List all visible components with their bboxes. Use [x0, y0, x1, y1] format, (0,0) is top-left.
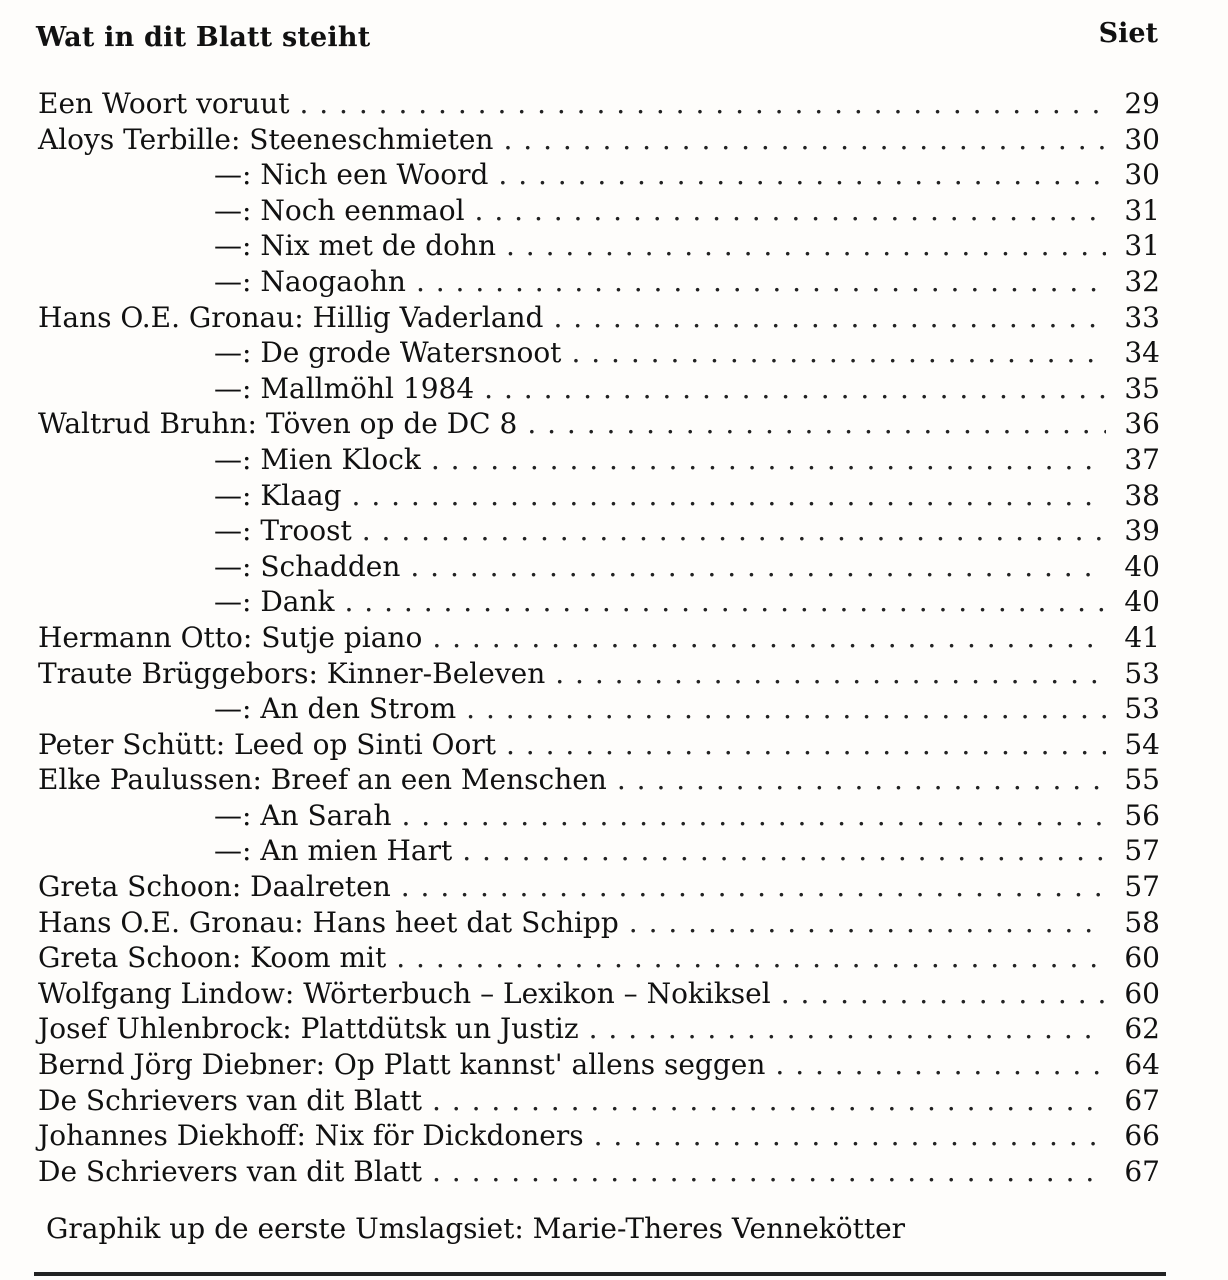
- toc-entry-title: Greta Schoon: Daalreten: [38, 870, 391, 904]
- page-column-label: Siet: [1098, 18, 1158, 49]
- toc-entry: [38, 656, 1160, 692]
- toc-entry: [38, 727, 1160, 763]
- toc-entry: [38, 1083, 1160, 1119]
- toc-entry-title: —: Naogaohn: [214, 264, 406, 298]
- toc-entry-page: 40: [1124, 585, 1160, 619]
- toc-entry-title: —: An Sarah: [214, 798, 392, 832]
- toc-entry: [38, 940, 1160, 976]
- toc-entry: [38, 584, 1160, 620]
- toc-entry-page: 37: [1124, 442, 1160, 476]
- toc-entry-page: 41: [1124, 620, 1160, 654]
- toc-entry-page: 35: [1124, 371, 1160, 405]
- toc-entry-page: 30: [1124, 122, 1160, 156]
- toc-entry-title: Een Woort voruut: [38, 87, 290, 120]
- dot-leader: [503, 122, 1106, 158]
- toc-entry-title: Hermann Otto: Sutje piano: [38, 620, 423, 654]
- toc-entry-title: —: Nich een Woord: [214, 158, 489, 192]
- toc-entry-page: 62: [1124, 1012, 1160, 1046]
- toc-entry-page: 36: [1124, 407, 1160, 441]
- toc-entry-page: 34: [1124, 336, 1160, 370]
- toc-entry-title: —: De grode Watersnoot: [214, 336, 562, 370]
- toc-entry-title: —: Dank: [214, 585, 335, 619]
- toc-entry-title: —: Schadden: [214, 549, 401, 583]
- toc-entry: [38, 442, 1160, 478]
- toc-entry-page: 66: [1124, 1119, 1160, 1153]
- toc-entry-page: 29: [1124, 87, 1160, 120]
- dot-leader: [775, 1047, 1106, 1083]
- toc-entry: [38, 869, 1160, 905]
- toc-entry: [38, 86, 1160, 122]
- dot-leader: [617, 762, 1106, 798]
- dot-leader: [594, 1118, 1106, 1154]
- dot-leader: [589, 1011, 1106, 1047]
- toc-entry-title: Aloys Terbille: Steeneschmieten: [38, 122, 494, 156]
- toc-entry-title: —: An den Strom: [214, 692, 457, 726]
- dot-leader: [362, 513, 1106, 549]
- bottom-rule: [34, 1272, 1166, 1276]
- toc-entry: [38, 1118, 1160, 1154]
- dot-leader: [344, 584, 1106, 620]
- dot-leader: [401, 869, 1106, 905]
- toc-entry: [38, 157, 1160, 193]
- dot-leader: [466, 691, 1106, 727]
- page-title: Wat in dit Blatt steiht: [36, 22, 371, 53]
- dot-leader: [416, 264, 1106, 300]
- toc-entry: [38, 620, 1160, 656]
- toc-entry: [38, 193, 1160, 229]
- toc-entry-page: 56: [1124, 798, 1160, 832]
- cover-credit: Graphik up de eerste Umslagsiet: Marie-Theres Vennekötter: [46, 1212, 906, 1245]
- toc-entry-page: 57: [1124, 870, 1160, 904]
- dot-leader: [431, 442, 1106, 478]
- toc-entry-title: Traute Brüggebors: Kinner-Beleven: [38, 656, 546, 690]
- toc-entry: [38, 228, 1160, 264]
- dot-leader: [506, 727, 1106, 763]
- toc-entry-title: Peter Schütt: Leed op Sinti Oort: [38, 727, 496, 761]
- dot-leader: [410, 549, 1106, 585]
- toc-entry: [38, 1047, 1160, 1083]
- toc-entry-page: 55: [1124, 763, 1160, 797]
- dot-leader: [352, 478, 1106, 514]
- dot-leader: [475, 193, 1106, 229]
- toc-entry-title: Josef Uhlenbrock: Plattdütsk un Justiz: [38, 1012, 579, 1046]
- toc-entry-title: —: Noch eenmaol: [214, 193, 465, 227]
- toc-entry-page: 31: [1124, 193, 1160, 227]
- toc-entry-page: 60: [1124, 976, 1160, 1010]
- toc-entry-title: Greta Schoon: Koom mit: [38, 941, 387, 975]
- toc-entry-page: 67: [1124, 1083, 1160, 1117]
- toc-entry-page: 40: [1124, 549, 1160, 583]
- toc-entry-page: 39: [1124, 514, 1160, 548]
- dot-leader: [629, 905, 1106, 941]
- dot-leader: [553, 300, 1106, 336]
- dot-leader: [781, 976, 1106, 1012]
- dot-leader: [462, 833, 1106, 869]
- toc-entry-page: 30: [1124, 158, 1160, 192]
- toc-entry-title: Hans O.E. Gronau: Hans heet dat Schipp: [38, 905, 619, 939]
- toc-entry-page: 57: [1124, 834, 1160, 868]
- toc-entry-title: Johannes Diekhoff: Nix för Dickdoners: [38, 1119, 584, 1153]
- dot-leader: [527, 406, 1106, 442]
- toc-entry-page: 53: [1124, 692, 1160, 726]
- toc-entry: [38, 905, 1160, 941]
- toc-entry-page: 53: [1124, 656, 1160, 690]
- toc-entry-page: 60: [1124, 941, 1160, 975]
- toc-entry-title: —: Nix met de dohn: [214, 229, 496, 263]
- toc-entry-title: Elke Paulussen: Breef an een Menschen: [38, 763, 607, 797]
- toc-entry-title: Hans O.E. Gronau: Hillig Vaderland: [38, 300, 544, 334]
- page-header: [36, 18, 1158, 62]
- toc-entry-page: 54: [1124, 727, 1160, 761]
- toc-entry-title: Bernd Jörg Diebner: Op Platt kannst' allens seggen: [38, 1048, 766, 1082]
- toc-entry: [38, 976, 1160, 1012]
- toc-entry-page: 32: [1124, 264, 1160, 298]
- toc-entry: [38, 1011, 1160, 1047]
- dot-leader: [555, 656, 1106, 692]
- toc-entry-page: 33: [1124, 300, 1160, 334]
- toc-entry: [38, 406, 1160, 442]
- toc-entry: [38, 264, 1160, 300]
- toc-entry-page: 31: [1124, 229, 1160, 263]
- toc-entry-page: 67: [1124, 1154, 1160, 1188]
- toc-entry: [38, 833, 1160, 869]
- dot-leader: [432, 620, 1106, 656]
- toc-entry: [38, 1154, 1160, 1190]
- toc-entry: [38, 335, 1160, 371]
- table-of-contents: [38, 86, 1160, 1189]
- dot-leader: [432, 1154, 1106, 1190]
- dot-leader: [506, 228, 1106, 264]
- toc-entry: [38, 371, 1160, 407]
- toc-entry-title: De Schrievers van dit Blatt: [38, 1154, 422, 1188]
- toc-entry-title: Wolfgang Lindow: Wörterbuch – Lexikon – Nokiksel: [38, 976, 771, 1010]
- toc-entry-page: 64: [1124, 1048, 1160, 1082]
- toc-entry-title: —: Klaag: [214, 478, 342, 512]
- dot-leader: [432, 1083, 1106, 1119]
- toc-entry: [38, 798, 1160, 834]
- toc-entry: [38, 513, 1160, 549]
- dot-leader: [498, 157, 1106, 193]
- toc-entry: [38, 762, 1160, 798]
- toc-entry: [38, 122, 1160, 158]
- toc-entry-title: Waltrud Bruhn: Töven op de DC 8: [38, 407, 518, 441]
- toc-entry: [38, 549, 1160, 585]
- dot-leader: [299, 86, 1106, 122]
- toc-entry-title: —: Mallmöhl 1984: [214, 371, 475, 405]
- toc-entry-page: 58: [1124, 905, 1160, 939]
- dot-leader: [401, 798, 1106, 834]
- toc-entry: [38, 300, 1160, 336]
- toc-entry-page: 38: [1124, 478, 1160, 512]
- toc-entry: [38, 478, 1160, 514]
- toc-entry-title: —: An mien Hart: [214, 834, 453, 868]
- dot-leader: [396, 940, 1106, 976]
- toc-entry: [38, 691, 1160, 727]
- toc-entry-title: —: Mien Klock: [214, 442, 421, 476]
- toc-entry-title: —: Troost: [214, 514, 352, 548]
- dot-leader: [484, 371, 1106, 407]
- toc-entry-title: De Schrievers van dit Blatt: [38, 1083, 422, 1117]
- dot-leader: [571, 335, 1106, 371]
